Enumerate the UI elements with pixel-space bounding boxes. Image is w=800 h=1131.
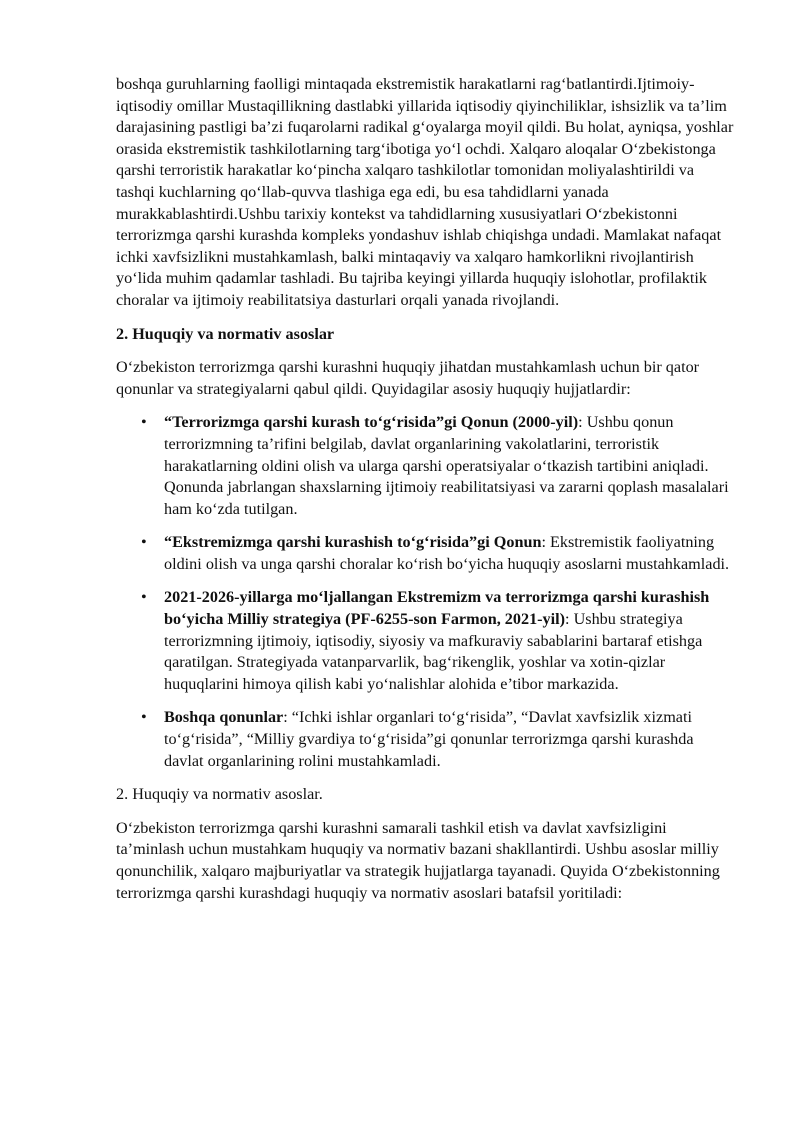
bullet-icon: • — [141, 413, 147, 432]
list-item-text: : Ushbu qonun terrorizmning ta’rifini belgilab, davlat organlarining vakolatlarini, terroristik harakatlarning oldini olish va ularga qarshi operatsiyalar o‘tkazish tartibini aniqladi. Qonunda jabrlangan shaxslarning ijtimoiy reabilitatsiyasi va zararni qoplash masalalari ham ko‘zda tutilgan. — [164, 413, 729, 518]
bullet-icon: • — [141, 708, 147, 727]
list-item-title: 2021-2026-yillarga mo‘ljallangan Ekstremizm va terrorizmga qarshi kurashish bo‘yicha Milliy strategiya (PF-6255-son Farmon, 2021-yil) — [164, 588, 710, 629]
section-intro-paragraph: O‘zbekiston terrorizmga qarshi kurashni huquqiy jihatdan mustahkamlash uchun bir qator qonunlar va strategiyalarni qabul qildi. Quyidagilar asosiy huquqiy hujjatlardir: — [116, 358, 700, 398]
legal-documents-list — [116, 412, 736, 772]
list-item-text: : Ushbu strategiya terrorizmning ijtimoiy, iqtisodiy, siyosiy va mafkuraviy sabablarini bartaraf etishga qaratilgan. Strategiyada vatanparvarlik, bag‘rikenglik, yoshlar va xotin-qizlar huquqlarini himoya qilish kabi yo‘nalishlar alohida e’tibor markazida. — [164, 610, 703, 693]
list-item — [116, 412, 736, 520]
list-item-title: “Terrorizmga qarshi kurash to‘g‘risida”gi Qonun (2000-yil) — [164, 413, 579, 432]
bullet-icon: • — [141, 533, 147, 552]
document-body — [116, 74, 736, 916]
section-heading: 2. Huquqiy va normativ asoslar — [116, 324, 335, 343]
list-item-text: : Ekstremistik faoliyatning oldini olish va unga qarshi choralar ko‘rish bo‘yicha huquqiy asoslarni mustahkamladi. — [164, 533, 730, 573]
list-item — [116, 532, 736, 575]
closing-paragraph: O‘zbekiston terrorizmga qarshi kurashni samarali tashkil etish va davlat xavfsizligini ta’minlash uchun mustahkam huquqiy va normativ bazani shakllantirdi. Ushbu asoslar milliy qonunchilik, xalqaro majburiyatlar va strategik hujjatlarga tayanadi. Quyida O‘zbekistonning terrorizmga qarshi kurashdagi huquqiy va normativ asoslari batafsil yoritiladi: — [116, 818, 720, 902]
repeat-section-heading: 2. Huquqiy va normativ asoslar. — [116, 785, 323, 804]
bullet-icon: • — [141, 588, 147, 607]
list-item-title: Boshqa qonunlar — [164, 708, 284, 727]
list-item-text: : “Ichki ishlar organlari to‘g‘risida”, “Davlat xavfsizlik xizmati to‘g‘risida”, “Milliy gvardiya to‘g‘risida”gi qonunlar terrorizmga qarshi kurashda davlat organlarining rolini mustahkamladi. — [164, 708, 694, 770]
intro-paragraph: boshqa guruhlarning faolligi mintaqada ekstremistik harakatlarni rag‘batlantirdi.Ijtimoiy-iqtisodiy omillar Mustaqillikning dastlabki yillarida iqtisodiy qiyinchiliklar, ishsizlik va ta’lim darajasining pastligi ba’zi fuqarolarni radikal g‘oyalarga moyil qildi. Bu holat, ayniqsa, yoshlar orasida ekstremistik tashkilotlarning targ‘ibotiga yo‘l ochdi. Xalqaro aloqalar O‘zbekistonga qarshi terroristik harakatlar ko‘pincha xalqaro tashkilotlar tomonidan moliyalashtirildi va tashqi kuchlarning qo‘llab-quvva tlashiga ega edi, bu esa tahdidlarni yanada murakkablashtirdi.Ushbu tarixiy kontekst va tahdidlarning xususiyatlari O‘zbekistonni terrorizmga qarshi kurashda kompleks yondashuv ishlab chiqishga undadi. Mamlakat nafaqat ichki xavfsizlikni mustahkamlash, balki mintaqaviy va xalqaro hamkorlikni rivojlantirish yo‘lida muhim qadamlar tashladi. Bu tajriba keyingi yillarda huquqiy islohotlar, profilaktik choralar va ijtimoiy reabilitatsiya dasturlari orqali yanada rivojlandi. — [116, 75, 734, 309]
list-item — [116, 587, 736, 695]
list-item — [116, 707, 736, 772]
list-item-title: “Ekstremizmga qarshi kurashish to‘g‘risida”gi Qonun — [164, 533, 542, 552]
